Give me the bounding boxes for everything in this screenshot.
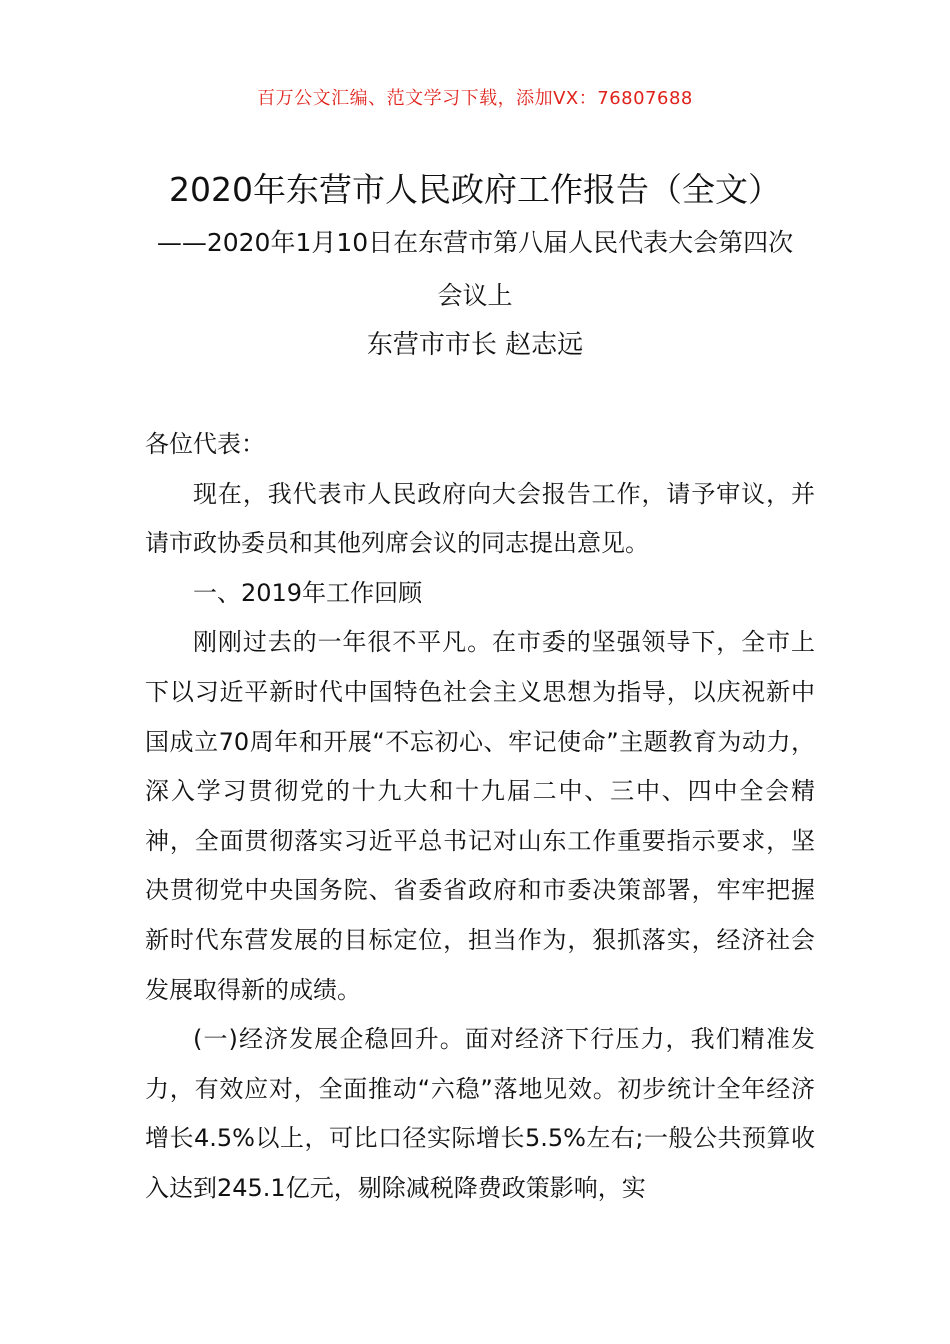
document-body xyxy=(145,420,815,1214)
paragraph-review: 刚刚过去的一年很不平凡。在市委的坚强领导下，全市上下以习近平新时代中国特色社会主义思想为指导，以庆祝新中国成立70周年和开展“不忘初心、牢记使命”主题教育为动力，深入学习贯彻党的十九大和十九届二中、三中、四中全会精神，全面贯彻落实习近平总书记对山东工作重要指示要求，坚决贯彻党中央国务院、省委省政府和市委决策部署，牢牢把握新时代东营发展的目标定位，担当作为，狠抓落实，经济社会发展取得新的成绩。 xyxy=(145,628,815,1004)
salutation: 各位代表： xyxy=(145,430,265,458)
document-subtitle-line1: ——2020年1月10日在东营市第八届人民代表大会第四次 xyxy=(156,228,794,257)
section-heading: 一、2019年工作回顾 xyxy=(193,578,423,607)
document-author: 东营市市长 赵志远 xyxy=(366,330,584,360)
promo-banner: 百万公文汇编、范文学习下载，添加VX：76807688 xyxy=(257,88,693,109)
paragraph-intro: 现在，我代表市人民政府向大会报告工作，请予审议，并请市政协委员和其他列席会议的同志提出意见。 xyxy=(145,479,815,558)
document-title: 2020年东营市人民政府工作报告（全文） xyxy=(169,170,781,209)
document-subtitle-line2: 会议上 xyxy=(437,281,513,310)
paragraph-economy: (一)经济发展企稳回升。面对经济下行压力，我们精准发力，有效应对，全面推动“六稳”落地见效。初步统计全年经济增长4.5%以上，可比口径实际增长5.5%左右;一般公共预算收入达到245.1亿元，剔除减税降费政策影响，实 xyxy=(145,1025,815,1202)
